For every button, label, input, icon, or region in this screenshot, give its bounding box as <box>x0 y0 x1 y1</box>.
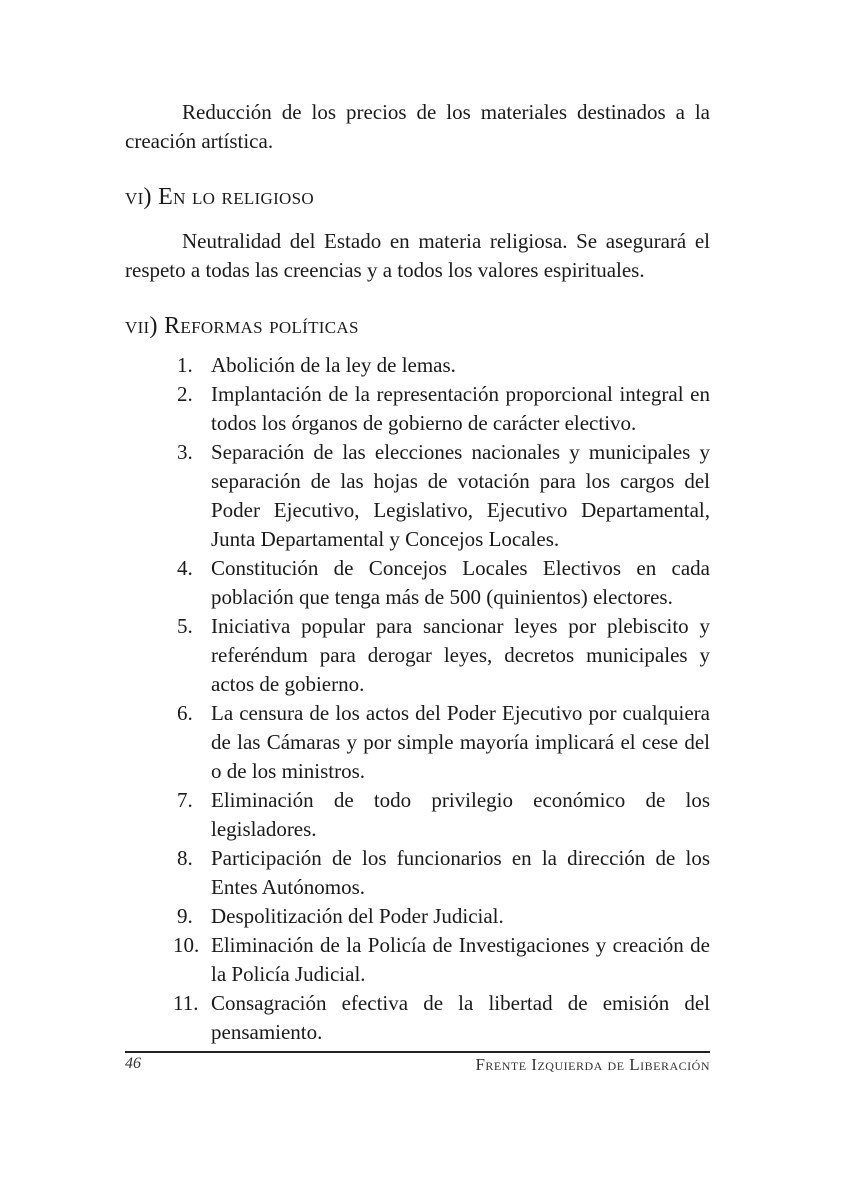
item-number: 11. <box>173 991 199 1015</box>
list-item <box>125 989 710 1047</box>
item-text: Implantación de la representación proporcional integral en todos los órganos de gobierno de carácter electivo. <box>211 382 710 435</box>
item-text: Iniciativa popular para sancionar leyes por plebiscito y referéndum para derogar leyes, decretos municipales y actos de gobierno. <box>211 614 710 696</box>
item-text: Constitución de Concejos Locales Electivos en cada población que tenga más de 500 (quinientos) electores. <box>211 556 710 609</box>
item-text: La censura de los actos del Poder Ejecutivo por cualquiera de las Cámaras y por simple mayoría implicará el cese del o de los ministros. <box>211 701 710 783</box>
item-text: Eliminación de todo privilegio económico de los legisladores. <box>211 788 710 841</box>
running-title: Frente Izquierda de Liberación <box>475 1055 710 1074</box>
item-text: Separación de las elecciones nacionales y municipales y separación de las hojas de votación para los cargos del Poder Ejecutivo, Legislativo, Ejecutivo Departamental, Junta Departamental y Concejos Locales. <box>211 440 710 551</box>
item-text: Consagración efectiva de la libertad de emisión del pensamiento. <box>211 991 710 1044</box>
section-numeral: vi) <box>125 184 152 210</box>
item-number: 9. <box>177 904 193 928</box>
section-title: Reformas políticas <box>164 313 359 339</box>
page-body <box>125 98 710 1047</box>
item-number: 10. <box>173 933 200 957</box>
item-number: 5. <box>177 614 193 638</box>
item-number: 6. <box>177 701 193 725</box>
item-number: 8. <box>177 846 193 870</box>
item-text: Despolitización del Poder Judicial. <box>211 904 504 928</box>
item-number: 2. <box>177 382 193 406</box>
section-title: En lo religioso <box>158 184 314 210</box>
item-text: Eliminación de la Policía de Investigaciones y creación de la Policía Judicial. <box>211 933 710 986</box>
reform-list <box>125 351 710 1047</box>
item-number: 4. <box>177 556 193 580</box>
section-heading-religioso <box>125 182 710 212</box>
list-item <box>125 844 710 902</box>
footer-rule <box>125 1051 710 1053</box>
item-text: Participación de los funcionarios en la dirección de los Entes Autónomos. <box>211 846 710 899</box>
section-numeral: vii) <box>125 313 158 339</box>
item-number: 1. <box>177 353 193 377</box>
section-paragraph: Neutralidad del Estado en materia religiosa. Se asegurará el respeto a todas las creencias y a todos los valores espirituales. <box>125 229 710 282</box>
list-item <box>125 380 710 438</box>
item-number: 3. <box>177 440 193 464</box>
intro-paragraph: Reducción de los precios de los materiales destinados a la creación artística. <box>125 100 710 153</box>
list-item <box>125 351 710 380</box>
section-heading-reformas <box>125 311 710 341</box>
item-number: 7. <box>177 788 193 812</box>
page-number: 46 <box>125 1055 141 1072</box>
list-item <box>125 902 710 931</box>
page-footer <box>125 1055 710 1079</box>
list-item <box>125 612 710 699</box>
list-item <box>125 438 710 554</box>
list-item <box>125 554 710 612</box>
item-text: Abolición de la ley de lemas. <box>211 353 456 377</box>
list-item <box>125 931 710 989</box>
list-item <box>125 699 710 786</box>
list-item <box>125 786 710 844</box>
